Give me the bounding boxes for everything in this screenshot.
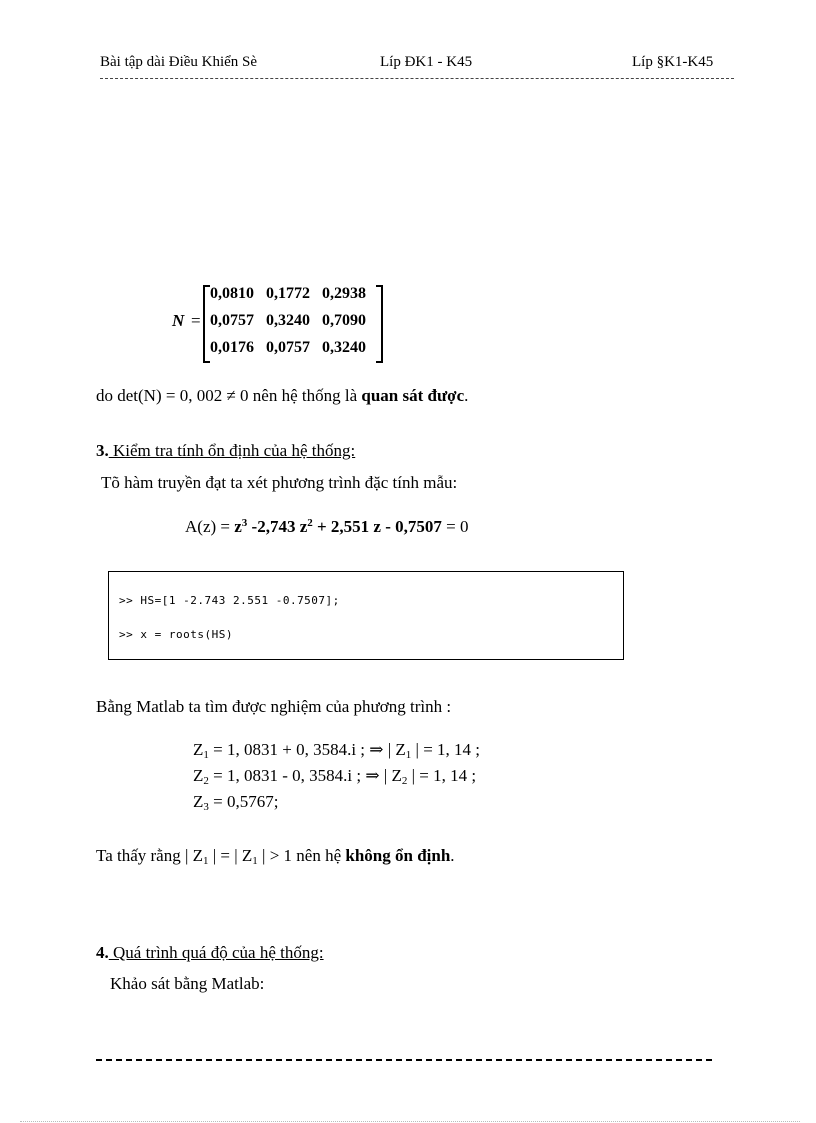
- equation-term2-exponent: 2: [307, 517, 313, 529]
- footer-divider: [96, 1059, 712, 1061]
- conclusion-index: 1: [203, 855, 209, 867]
- equation-lhs: A(z) =: [185, 517, 235, 536]
- root-z2: [193, 766, 476, 787]
- matrix-cell: 0,0810: [210, 285, 254, 302]
- equation-term1-exponent: 3: [241, 517, 248, 529]
- matrix-row: [210, 285, 366, 303]
- observability-text: do det(N) = 0, 002 ≠ 0 nên hệ thống là: [96, 386, 362, 405]
- matrix-row: [210, 339, 366, 357]
- matrix-label: N: [172, 311, 185, 330]
- root-z1-modulus: | = 1, 14 ;: [411, 740, 481, 759]
- conclusion-text: | = | Z: [208, 846, 253, 865]
- section4-heading: [96, 943, 324, 963]
- root-z2-value: = 1, 0831 - 0, 3584.i ; ⇒ | Z: [208, 766, 402, 785]
- root-z1-abs-index: 1: [405, 749, 412, 761]
- equation-rhs: = 0: [441, 517, 469, 536]
- root-z3-index: 3: [203, 801, 209, 813]
- matrix-cell: 0,3240: [266, 312, 310, 329]
- root-z3: [193, 792, 278, 813]
- matrix-cell: 0,0757: [210, 312, 254, 329]
- matlab-code-box: [108, 571, 624, 660]
- root-z2-modulus: | = 1, 14 ;: [407, 766, 477, 785]
- matrix-right-bracket: [376, 285, 383, 363]
- root-z1-value: = 1, 0831 + 0, 3584.i ; ⇒ | Z: [208, 740, 406, 759]
- root-z3-symbol: Z: [193, 792, 204, 811]
- section3-number: 3.: [96, 441, 109, 460]
- conclusion-index: 1: [252, 855, 258, 867]
- section3-heading: [96, 441, 355, 461]
- section4-intro: Khảo sát bằng Matlab:: [110, 974, 265, 993]
- header-divider: [100, 78, 734, 79]
- observability-result: quan sát được: [361, 386, 465, 405]
- root-z1: [193, 740, 480, 761]
- matrix-equals: =: [191, 311, 201, 330]
- matrix-cell: 0,0176: [210, 339, 254, 356]
- header-right-text: Líp §K1-K45: [632, 54, 714, 70]
- matrix-cell: 0,0757: [266, 339, 310, 356]
- root-z1-index: 1: [203, 749, 209, 761]
- equation-term1: z: [234, 517, 242, 536]
- header-center-text: Líp ĐK1 - K45: [380, 54, 473, 70]
- conclusion-period: .: [450, 846, 455, 865]
- root-z1-symbol: Z: [193, 740, 204, 759]
- matrix-cell: 0,1772: [266, 285, 310, 302]
- characteristic-equation: [185, 517, 469, 537]
- matrix-cell: 0,2938: [322, 285, 366, 302]
- conclusion-result: không ổn định: [345, 846, 451, 865]
- section4-number: 4.: [96, 943, 109, 962]
- section3-title: Kiểm tra tính ổn định của hệ thống:: [108, 441, 356, 460]
- roots-intro: Bằng Matlab ta tìm được nghiệm của phương trình :: [96, 697, 452, 716]
- equation-term2: -2,743 z: [247, 517, 308, 536]
- section3-intro: Tõ hàm truyền đạt ta xét phương trình đặc tính mẫu:: [101, 473, 458, 492]
- matrix-cell: 0,7090: [322, 312, 366, 329]
- matrix-left-bracket: [203, 285, 210, 363]
- section4-title: Quá trình quá độ của hệ thống:: [108, 943, 324, 962]
- matrix-cell: 0,3240: [322, 339, 366, 356]
- observability-period: .: [464, 386, 469, 405]
- matlab-code-line: >> HS=[1 -2.743 2.551 -0.7507];: [119, 594, 340, 607]
- page-edge: [20, 1121, 800, 1122]
- root-z2-symbol: Z: [193, 766, 204, 785]
- conclusion-text: | > 1 nên hệ: [257, 846, 346, 865]
- stability-conclusion: [96, 846, 455, 867]
- matrix-row: [210, 312, 366, 330]
- root-z3-value: = 0,5767;: [208, 792, 279, 811]
- conclusion-text: Ta thấy rằng | Z: [96, 846, 204, 865]
- root-z2-abs-index: 2: [401, 775, 408, 787]
- observability-sentence: [96, 386, 468, 406]
- header-left-text: Bài tập dài Điều Khiển Sè: [100, 54, 258, 70]
- equation-term3: + 2,551 z - 0,7507: [312, 517, 442, 536]
- matlab-code-line: >> x = roots(HS): [119, 628, 233, 641]
- root-z2-index: 2: [203, 775, 209, 787]
